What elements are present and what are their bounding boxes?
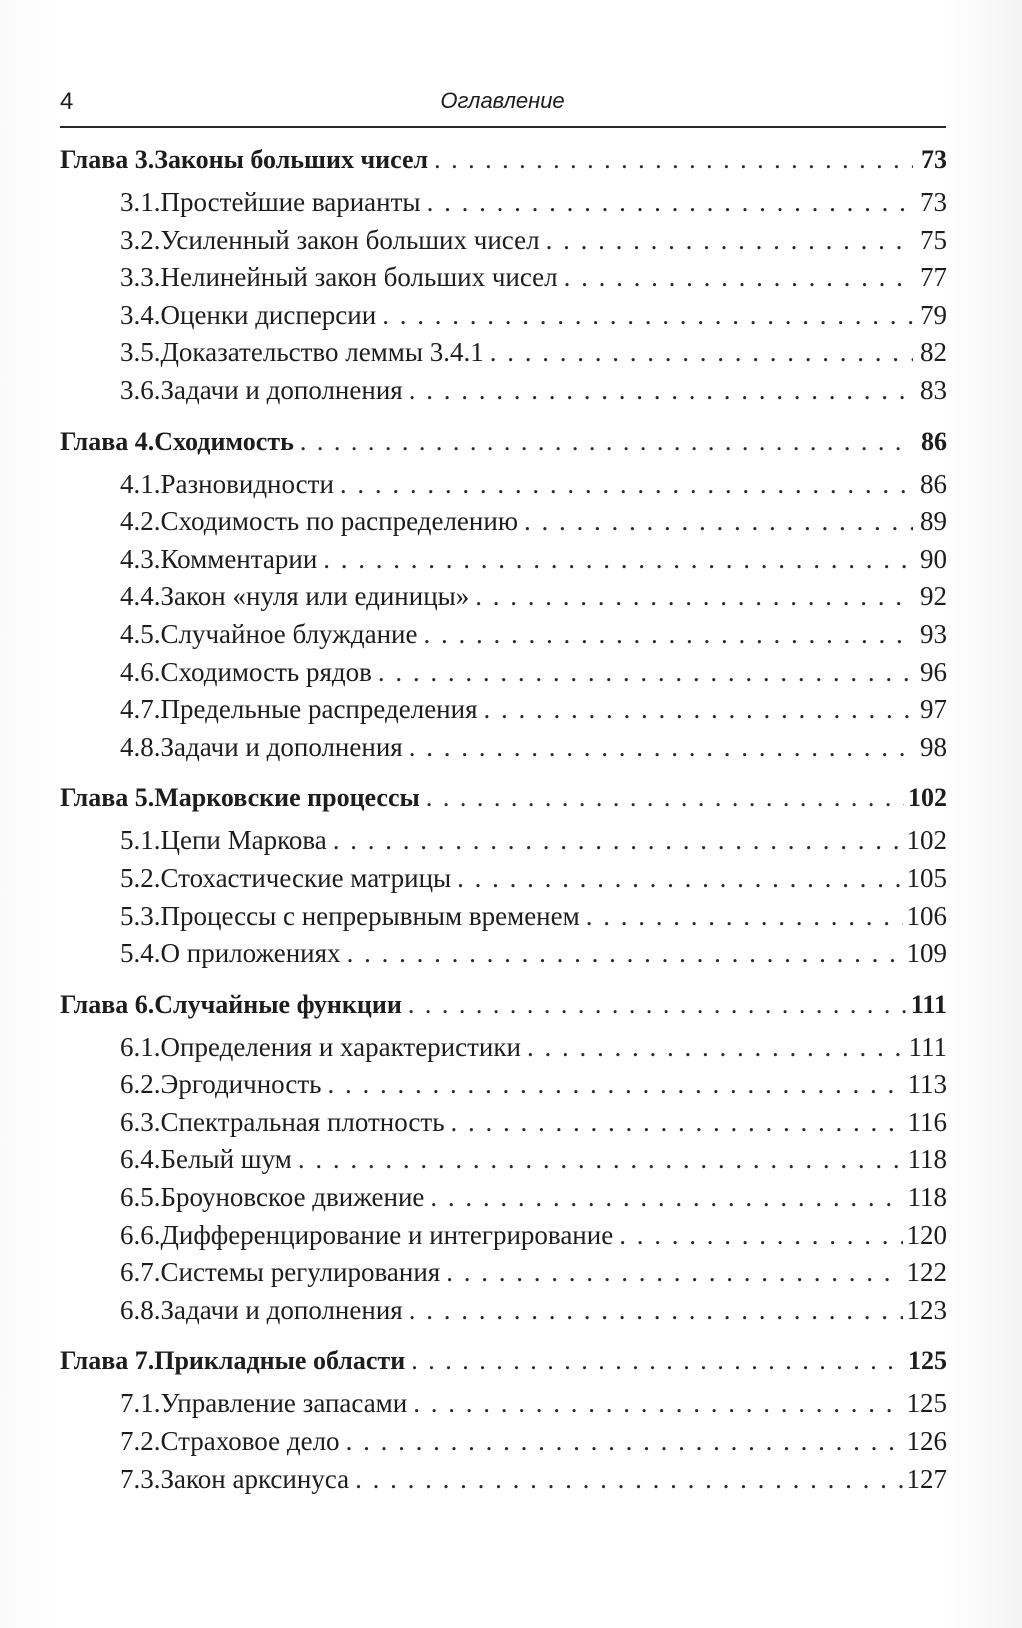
section-page: 97 [920,694,947,725]
section-page: 126 [906,1426,947,1457]
chapter-block [60,1346,947,1501]
chapter-label: Глава 7. [60,1346,155,1376]
header-rule [60,126,946,128]
toc-section-entry[interactable] [60,1426,947,1464]
dot-leader [340,469,913,500]
toc-section-entry[interactable] [60,375,947,413]
section-number: 6.1. [120,1031,161,1062]
section-page: 73 [920,187,947,217]
section-title: Системы регулирования [160,1257,441,1288]
section-number: 3.3. [120,262,161,293]
section-number: 6.2. [120,1069,161,1100]
section-page: 93 [920,618,947,649]
section-number: 6.8. [120,1294,161,1325]
section-number: 4.2. [120,506,161,537]
toc-section-entry[interactable] [60,938,947,976]
dot-leader [619,1220,902,1251]
section-title: Белый шум [160,1144,292,1175]
chapter-block [60,990,947,1333]
section-title: Закон «нуля или единицы» [160,581,470,612]
section-page: 123 [906,1294,947,1325]
section-page: 82 [920,337,947,368]
toc-section-entry[interactable] [60,1032,947,1070]
section-title: Комментарии [160,543,318,574]
section-number: 6.3. [120,1106,161,1137]
section-page: 122 [906,1257,947,1288]
dot-leader [586,901,903,932]
toc-section-entry[interactable] [60,1144,947,1182]
toc-section-entry[interactable] [60,1464,947,1502]
dot-leader [408,990,907,1020]
section-title: Процессы с непрерывным временем [160,900,580,931]
chapter-title: Сходимость [154,426,294,456]
toc-chapter-entry[interactable] [60,783,947,825]
section-page: 75 [920,224,947,255]
dot-leader [423,619,913,650]
running-title: Оглавление [440,88,565,113]
toc-section-entry[interactable] [60,825,947,863]
section-number: 5.3. [120,900,161,931]
toc-section-entry[interactable] [60,1069,947,1107]
section-number: 6.4. [120,1144,161,1175]
dot-leader [546,225,913,256]
chapter-title: Прикладные области [154,1346,406,1376]
section-title: Случайное блуждание [160,618,418,649]
toc-section-entry[interactable] [60,863,947,901]
section-title: Страховое дело [160,1426,340,1457]
section-number: 4.6. [120,656,161,687]
toc-section-entry[interactable] [60,1182,947,1220]
section-title: Управление запасами [160,1388,408,1419]
dot-leader [490,337,913,368]
chapter-page: 73 [921,145,947,174]
section-title: Стохастические матрицы [160,862,452,893]
dot-leader [355,1464,902,1495]
toc-chapter-entry[interactable] [60,427,947,469]
section-title: Задачи и дополнения [160,1294,403,1325]
toc-section-entry[interactable] [60,469,947,507]
toc-section-entry[interactable] [60,619,947,657]
section-title: Оценки дисперсии [160,299,377,330]
dot-leader [378,657,913,688]
chapter-label: Глава 6. [60,989,155,1019]
toc-section-entry[interactable] [60,1220,947,1258]
section-number: 6.6. [120,1219,161,1250]
toc-section-entry[interactable] [60,1295,947,1333]
section-page: 125 [906,1388,947,1419]
dot-leader [427,187,913,218]
section-number: 4.4. [120,581,161,612]
chapter-title: Марковские процессы [154,783,420,813]
chapter-label: Глава 5. [60,783,155,813]
toc-chapter-entry[interactable] [60,145,947,187]
chapter-page: 125 [908,1346,947,1376]
toc-section-entry[interactable] [60,694,947,732]
chapter-title: Случайные функции [154,989,402,1019]
section-page: 96 [920,656,947,687]
page-number: 4 [60,88,74,115]
section-title: Сходимость по распределению [160,506,518,537]
dot-leader [409,1295,903,1326]
dot-leader [457,863,902,894]
section-number: 6.5. [120,1182,161,1213]
chapter-page: 86 [921,426,947,456]
section-title: Усиленный закон больших чисел [160,224,540,255]
dot-leader [323,544,913,575]
toc-section-entry[interactable] [60,581,947,619]
dot-leader [346,1426,903,1457]
section-number: 7.1. [120,1388,161,1419]
toc-section-entry[interactable] [60,262,947,300]
section-title: Определения и характеристики [160,1031,521,1062]
dot-leader [564,262,913,293]
chapter-block [60,783,947,975]
toc-section-entry[interactable] [60,1107,947,1145]
section-page: 109 [906,938,947,969]
section-page: 102 [906,825,947,856]
toc-section-entry[interactable] [60,544,947,582]
section-page: 118 [907,1182,947,1213]
toc-section-entry[interactable] [60,225,947,263]
section-number: 7.3. [120,1463,161,1494]
dot-leader [409,375,913,406]
section-page: 106 [906,900,947,931]
section-number: 3.4. [120,299,161,330]
dot-leader [411,1346,904,1376]
section-number: 6.7. [120,1257,161,1288]
section-number: 4.1. [120,468,161,499]
dot-leader [409,732,913,763]
section-title: Закон арксинуса [160,1463,350,1494]
chapter-block [60,427,947,770]
dot-leader [333,825,903,856]
dot-leader [475,581,913,612]
section-page: 105 [906,862,947,893]
section-page: 90 [920,543,947,574]
toc-section-entry[interactable] [60,1388,947,1426]
toc-section-entry[interactable] [60,187,947,225]
dot-leader [298,1144,904,1175]
section-page: 86 [920,468,947,499]
section-number: 4.3. [120,543,161,574]
section-page: 113 [907,1069,947,1100]
section-title: Предельные распределения [160,694,478,725]
chapter-title: Законы больших чисел [154,145,429,174]
section-number: 7.2. [120,1426,161,1457]
section-page: 127 [906,1463,947,1494]
section-page: 98 [920,731,947,762]
chapter-label: Глава 3. [60,145,155,174]
section-number: 4.7. [120,694,161,725]
toc-section-entry[interactable] [60,732,947,770]
section-page: 116 [907,1106,947,1137]
dot-leader [451,1107,904,1138]
table-of-contents [60,145,947,1515]
section-page: 92 [920,581,947,612]
section-title: Разновидности [160,468,334,499]
section-number: 3.1. [120,187,161,217]
section-number: 3.2. [120,224,161,255]
section-title: Эргодичность [160,1069,322,1100]
section-title: Спектральная плотность [160,1106,445,1137]
toc-section-entry[interactable] [60,901,947,939]
section-title: Задачи и дополнения [160,731,403,762]
dot-leader [426,783,904,813]
chapter-page: 102 [908,783,947,813]
toc-section-entry[interactable] [60,337,947,375]
dot-leader [327,1069,903,1100]
section-title: Простейшие варианты [160,187,421,217]
section-title: Цепи Маркова [160,825,327,856]
dot-leader [527,1032,905,1063]
section-number: 4.5. [120,618,161,649]
section-number: 5.2. [120,862,161,893]
section-number: 5.1. [120,825,161,856]
section-number: 4.8. [120,731,161,762]
toc-chapter-entry[interactable] [60,1346,947,1388]
dot-leader [347,938,903,969]
section-page: 79 [920,299,947,330]
toc-section-entry[interactable] [60,506,947,544]
dot-leader [446,1257,902,1288]
page-header [60,84,945,124]
dot-leader [300,427,913,457]
chapter-page: 111 [910,989,947,1019]
section-page: 111 [908,1031,947,1062]
section-page: 118 [907,1144,947,1175]
dot-leader [484,694,914,725]
section-title: Задачи и дополнения [160,374,403,405]
section-title: Доказательство леммы 3.4.1 [160,337,484,368]
section-title: Нелинейный закон больших чисел [160,262,558,293]
dot-leader [413,1388,902,1419]
section-page: 83 [920,374,947,405]
dot-leader [430,1182,903,1213]
toc-section-entry[interactable] [60,1257,947,1295]
section-page: 120 [906,1219,947,1250]
toc-chapter-entry[interactable] [60,990,947,1032]
section-page: 89 [920,506,947,537]
section-number: 3.5. [120,337,161,368]
section-title: Броуновское движение [160,1182,425,1213]
toc-section-entry[interactable] [60,657,947,695]
toc-section-entry[interactable] [60,300,947,338]
section-number: 5.4. [120,938,161,969]
section-title: Дифференцирование и интегрирование [160,1219,614,1250]
section-title: Сходимость рядов [160,656,372,687]
section-title: О приложениях [160,938,341,969]
section-page: 77 [920,262,947,293]
chapter-block [60,145,947,413]
chapter-label: Глава 4. [60,426,155,456]
dot-leader [434,145,913,175]
section-number: 3.6. [120,374,161,405]
dot-leader [382,300,913,331]
dot-leader [524,506,913,537]
